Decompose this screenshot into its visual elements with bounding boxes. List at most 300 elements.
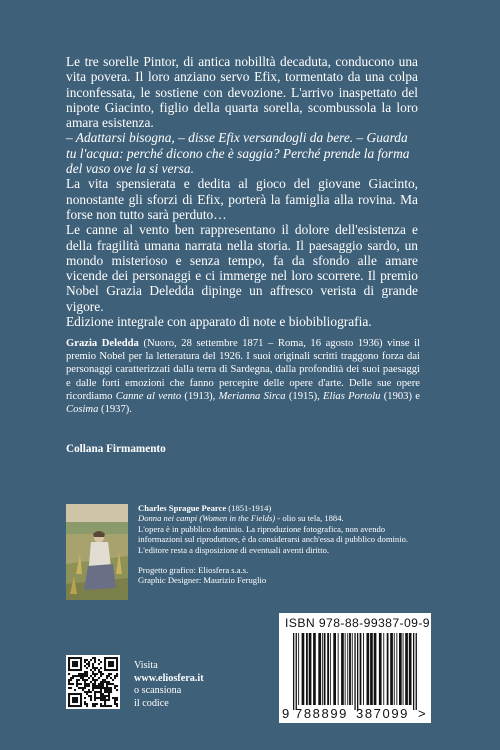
qr-module [112,683,114,685]
qr-module [114,657,116,659]
qr-module [96,673,98,675]
qr-module [96,691,98,693]
qr-module [114,701,116,703]
qr-module [80,701,82,703]
qr-module [94,687,96,689]
qr-module [80,661,82,663]
qr-module [90,699,92,701]
qr-module [68,665,70,667]
qr-module [96,703,98,705]
qr-module [104,687,106,689]
qr-module [104,663,106,665]
qr-module [114,697,116,699]
qr-module [88,695,90,697]
qr-module [102,673,104,675]
qr-module [82,677,84,679]
qr-module [74,699,76,701]
rights-note: L'opera è in pubblico dominio. La riproduzione fotografica, non avendo informazioni sul riproduttore, è da considerarsi anch'essa di pubblico dominio. L'editore resta a disposizione di eventuali aventi diritto. [138,523,409,555]
qr-module [92,689,94,691]
qr-module [76,681,78,683]
qr-module [98,669,100,671]
painting-title: Donna nei campi (Women in the Fields) [138,513,276,524]
qr-module [86,675,88,677]
bio-text-5: (1937). [98,404,132,416]
code-line: il codice [134,697,169,709]
qr-module [80,659,82,661]
qr-module [108,705,110,707]
barcode-bar [306,633,308,705]
qr-module [70,687,72,689]
work-title: Cosima [66,404,99,416]
qr-module [74,661,76,663]
qr-module [82,689,84,691]
qr-module [92,673,94,675]
edition-note: Edizione integrale con apparato di note e biobibliografia. [66,314,372,330]
qr-module [84,681,86,683]
qr-module [92,663,94,665]
qr-module [78,675,80,677]
barcode-bar [409,633,412,705]
qr-module [76,663,78,665]
qr-module [96,679,98,681]
barcode-bar [345,633,346,705]
qr-module [78,669,80,671]
qr-module [86,673,88,675]
qr-module [72,663,74,665]
qr-module [110,669,112,671]
synopsis-paragraph-3: Le canne al vento ben rappresentano il dolore dell'esistenza e della fragilità umana narrata nella storia. Il paesaggio sardo, un mondo misterioso e senza tempo, fa da sfondo alle amare vicende dei personaggi e ci immerge nel loro scorrere. Il premio Nobel Grazia Deledda dipinge un affresco verista di grande vigore. [66,222,418,314]
qr-module [74,705,76,707]
qr-module [106,657,108,659]
qr-module [80,665,82,667]
qr-module [82,675,84,677]
qr-module [104,689,106,691]
barcode-icon [279,613,431,723]
barcode-bar [349,633,351,705]
qr-module [100,685,102,687]
work-title: Merianna Sirca [218,390,286,402]
qr-module [72,705,74,707]
barcode-bar [313,633,316,705]
qr-module [84,673,86,675]
barcode-bar [293,633,294,710]
qr-module [92,665,94,667]
barcode-bar [383,633,384,705]
qr-module [110,657,112,659]
qr-module [104,679,106,681]
qr-module [74,669,76,671]
qr-module [104,701,106,703]
qr-module [116,661,118,663]
barcode-bar [396,633,397,705]
qr-module [108,687,110,689]
qr-module [86,659,88,661]
qr-module [108,665,110,667]
barcode-bar [413,633,414,710]
qr-module [70,669,72,671]
qr-module [82,679,84,681]
qr-module [104,657,106,659]
cover-credit [138,503,428,586]
qr-module [116,657,118,659]
qr-module [70,683,72,685]
qr-module [116,697,118,699]
qr-module [84,665,86,667]
qr-module [100,703,102,705]
barcode-bar [387,633,389,705]
qr-module [104,699,106,701]
qr-module [78,705,80,707]
qr-module [84,675,86,677]
qr-module [106,705,108,707]
qr-module [94,695,96,697]
bio-text-3: (1915), [285,390,324,402]
qr-module [68,699,70,701]
qr-module [68,663,70,665]
qr-module [102,685,104,687]
qr-module [74,663,76,665]
qr-module [76,657,78,659]
barcode-lead-digit: 9 [282,706,290,721]
work-title: Canne al vento [115,390,182,402]
qr-module [94,699,96,701]
qr-module [76,701,78,703]
isbn-barcode [279,613,431,723]
qr-module [110,683,112,685]
bio-text-2: (1913), [181,390,219,402]
qr-module [106,685,108,687]
qr-module [68,703,70,705]
qr-module [76,661,78,663]
qr-module [116,705,118,707]
qr-module [106,677,108,679]
qr-module [100,687,102,689]
qr-module [70,657,72,659]
qr-module [102,697,104,699]
qr-module [72,665,74,667]
qr-module [106,689,108,691]
barcode-bar [354,633,355,710]
qr-module [100,691,102,693]
qr-module [84,703,86,705]
qr-module [110,665,112,667]
qr-module [100,695,102,697]
qr-module [94,657,96,659]
qr-module [68,683,70,685]
qr-module [106,683,108,685]
qr-module [80,667,82,669]
qr-module [108,681,110,683]
qr-module [68,657,70,659]
qr-module [94,675,96,677]
synopsis-paragraph-1: Le tre sorelle Pintor, di antica nobilltà decaduta, conducono una vita povera. Il loro anziano servo Efix, tormentato da una colpa inconfessata, le sostiene con devozione. L'arrivo inaspettato del nipote Giacinto, figlio della quarta sorella, scombussola la loro amara esistenza. [66,54,418,131]
qr-module [94,697,96,699]
barcode-bar [352,633,353,705]
qr-module [76,697,78,699]
qr-module [90,659,92,661]
qr-module [104,669,106,671]
qr-module [98,677,100,679]
qr-module [76,705,78,707]
qr-module [98,663,100,665]
qr-module [86,679,88,681]
qr-module [84,691,86,693]
barcode-bar [296,633,297,710]
qr-module [114,685,116,687]
website-link[interactable]: www.eliosfera.it [134,672,204,684]
qr-module [116,675,118,677]
qr-module [106,681,108,683]
barcode-bar [327,633,329,705]
qr-module [74,665,76,667]
qr-module [80,703,82,705]
qr-module [112,669,114,671]
author-name: Grazia Deledda [66,338,139,349]
qr-module [90,695,92,697]
qr-module [76,669,78,671]
qr-module [94,673,96,675]
qr-module [68,669,70,671]
qr-module [94,681,96,683]
qr-module [68,695,70,697]
qr-module [116,663,118,665]
qr-module [94,683,96,685]
qr-module [106,675,108,677]
qr-module [86,663,88,665]
qr-module [86,685,88,687]
qr-module [104,695,106,697]
graphic-designer: Graphic Designer: Maurizio Feruglio [138,575,267,586]
qr-module [104,667,106,669]
qr-module [86,703,88,705]
work-title: Elias Portolu [323,390,381,402]
qr-module [76,675,78,677]
qr-module [98,697,100,699]
barcode-bar [318,633,321,705]
qr-module [92,667,94,669]
qr-module [100,705,102,707]
qr-module [92,679,94,681]
barcode-bar [360,633,362,705]
qr-module [90,681,92,683]
qr-module [116,685,118,687]
barcode-bar [322,633,323,705]
qr-module [78,673,80,675]
barcode-bar [309,633,312,705]
qr-module [116,689,118,691]
qr-module [88,661,90,663]
qr-module [80,687,82,689]
bio-text-4: (1903) e [380,390,420,402]
qr-module [98,687,100,689]
barcode-bar [298,633,299,705]
qr-module [100,671,102,673]
qr-module [94,659,96,661]
qr-module [106,687,108,689]
qr-module [92,705,94,707]
qr-module [74,693,76,695]
qr-module [92,671,94,673]
qr-module [102,705,104,707]
qr-module [68,667,70,669]
qr-module [112,661,114,663]
qr-module [68,705,70,707]
isbn-label: ISBN 978-88-99387-09-9 [285,616,430,630]
synopsis-quote: – Adattarsi bisogna, – disse Efix versandogli da bere. – Guarda tu l'acqua: perché dicono che è saggia? Perché prende la forma del vaso ove la si versa. [66,130,410,177]
qr-module [104,703,106,705]
barcode-bar [379,633,382,705]
barcode-bar [390,633,393,705]
qr-module [96,687,98,689]
qr-module [94,691,96,693]
qr-module [110,689,112,691]
qr-module [72,693,74,695]
qr-module [86,671,88,673]
qr-module [68,693,70,695]
barcode-bar [347,633,348,705]
series-name: Collana Firmamento [66,443,166,455]
qr-module [108,673,110,675]
qr-module [88,665,90,667]
qr-module [80,675,82,677]
qr-module [114,677,116,679]
qr-module [96,685,98,687]
qr-module [70,693,72,695]
qr-module [102,679,104,681]
qr-module [84,685,86,687]
qr-module [78,687,80,689]
qr-module [84,661,86,663]
qr-module [68,661,70,663]
qr-module [116,659,118,661]
qr-module [116,669,118,671]
qr-module [108,689,110,691]
qr-module [72,683,74,685]
qr-module [98,671,100,673]
qr-module [68,673,70,675]
qr-module [90,697,92,699]
qr-module [92,657,94,659]
qr-module [90,675,92,677]
qr-module [108,693,110,695]
qr-module [112,657,114,659]
qr-module [88,683,90,685]
qr-module [88,663,90,665]
qr-module [94,679,96,681]
qr-module [110,673,112,675]
qr-code-icon [66,655,120,709]
qr-module [68,701,70,703]
barcode-bar [338,633,339,705]
qr-module [116,699,118,701]
website-callout [134,660,204,710]
qr-module [94,685,96,687]
qr-module [112,663,114,665]
qr-module [76,665,78,667]
qr-module [82,673,84,675]
qr-module [104,705,106,707]
qr-module [70,679,72,681]
qr-module [108,661,110,663]
qr-module [84,697,86,699]
qr-module [68,679,70,681]
qr-module [72,675,74,677]
qr-module [80,697,82,699]
qr-module [110,691,112,693]
qr-module [86,693,88,695]
qr-module [76,685,78,687]
barcode-bar [374,633,377,705]
qr-module [94,703,96,705]
barcode-bar [416,633,417,710]
qr-module [76,699,78,701]
barcode-digits-left: 788899 [295,706,348,721]
barcode-bar [333,633,336,705]
synopsis-paragraph-2: La vita spensierata e dedita al gioco del giovane Giacinto, nonostante gli sforzi di Efix, porterà la famiglia alla rovina. Ma forse non tutto sarà perduto… [66,176,418,222]
qr-module [102,687,104,689]
qr-module [110,661,112,663]
scan-line: o scansiona [134,685,182,697]
qr-module [108,699,110,701]
qr-module [68,659,70,661]
qr-module [96,667,98,669]
qr-module [106,691,108,693]
qr-module [76,683,78,685]
painter-years: (1851-1914) [226,503,272,513]
qr-module [88,689,90,691]
qr-module [80,693,82,695]
qr-module [116,665,118,667]
qr-module [100,699,102,701]
qr-module [116,667,118,669]
qr-module [80,683,82,685]
qr-module [100,675,102,677]
qr-module [80,663,82,665]
qr-module [88,691,90,693]
graphic-project: Progetto grafico: Eliosfera s.a.s. [138,565,249,576]
qr-module [106,699,108,701]
qr-module [102,695,104,697]
qr-module [108,669,110,671]
qr-module [70,705,72,707]
qr-module [106,695,108,697]
qr-module [100,683,102,685]
qr-code[interactable] [66,655,120,709]
qr-module [104,661,106,663]
barcode-bar [357,633,358,710]
qr-module [96,697,98,699]
barcode-digits-right: 387099 [356,706,409,721]
qr-module [94,669,96,671]
barcode-bar [405,633,408,705]
qr-module [94,667,96,669]
qr-module [112,665,114,667]
qr-module [80,657,82,659]
qr-module [94,705,96,707]
qr-module [92,683,94,685]
barcode-bar [403,633,404,705]
painting-image [66,504,128,600]
qr-module [74,689,76,691]
qr-module [114,687,116,689]
qr-module [74,675,76,677]
qr-module [100,689,102,691]
qr-module [80,677,82,679]
qr-module [108,697,110,699]
qr-module [108,663,110,665]
qr-module [116,673,118,675]
qr-module [80,705,82,707]
